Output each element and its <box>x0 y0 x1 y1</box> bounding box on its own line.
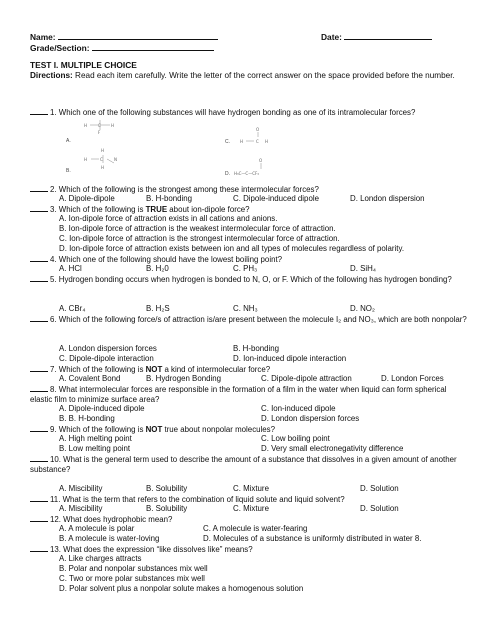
question-7-emphasis: NOT <box>145 365 163 374</box>
answer-blank-8[interactable] <box>30 384 48 392</box>
q11-choice-c: C. Mixture <box>233 504 269 513</box>
svg-text:H: H <box>101 165 105 170</box>
question-1-text: 1. Which one of the following substances will have hydrogen bonding as one of its intramolecular forces? <box>50 108 416 117</box>
question-7-text: 7. Which of the following is <box>50 365 146 374</box>
q8-choice-c: C. Ion-induced dipole <box>261 404 336 413</box>
question-10 <box>30 454 470 475</box>
question-3-text: 3. Which of the following is <box>50 205 146 214</box>
q4-choice-c: C. PH₃ <box>233 264 258 273</box>
directions <box>30 71 470 82</box>
svg-text:H: H <box>101 148 105 153</box>
date-field[interactable] <box>344 31 432 40</box>
q9-choice-c: C. Low boiling point <box>261 434 330 443</box>
svg-text:C: C <box>98 123 101 128</box>
answer-blank-9[interactable] <box>30 424 48 432</box>
question-1 <box>30 107 470 118</box>
q1-structures <box>58 119 278 181</box>
question-9-text: 9. Which of the following is <box>50 425 146 434</box>
q2-choice-c: C. Dipole-induced dipole <box>233 194 319 203</box>
question-6 <box>30 314 470 325</box>
svg-text:H: H <box>84 123 88 128</box>
question-7-text-end: a kind of intermolecular force? <box>162 365 271 374</box>
q4-choice-b: B. H₂0 <box>146 264 169 273</box>
q13-choice-b: B. Polar and nonpolar substances mix well <box>59 564 208 573</box>
svg-text:N: N <box>114 157 117 162</box>
q12-choice-b: B. A molecule is water-loving <box>59 534 160 543</box>
q12-choice-a: A. A molecule is polar <box>59 524 135 533</box>
q10-choice-b: B. Solubility <box>146 484 188 493</box>
answer-blank-2[interactable] <box>30 184 48 192</box>
q10-choice-d: D. Solution <box>360 484 399 493</box>
q2-choice-a: A. Dipole-dipole <box>59 194 115 203</box>
q3-choice-b: B. Ion-dipole force of attraction is the weakest intermolecular force of attraction. <box>59 224 336 233</box>
grade-row <box>30 42 214 53</box>
svg-text:O: O <box>256 127 260 132</box>
grade-field[interactable] <box>92 42 214 51</box>
q6-choice-d: D. Ion-induced dipole interaction <box>233 354 347 363</box>
question-5-text: 5. Hydrogen bonding occurs when hydrogen is bonded to N, O, or F. Which of the following has hydrogen bonding? <box>50 275 452 284</box>
q4-choice-d: D. SiH₄ <box>350 264 377 273</box>
q3-choice-a: A. Ion-dipole force of attraction exists in all cations and anions. <box>59 214 278 223</box>
answer-blank-13[interactable] <box>30 544 48 552</box>
question-8 <box>30 384 470 405</box>
question-8-text: 8. What intermolecular forces are responsible in the formation of a film in the water when liquid can form spherical elastic film to minimize surface area? <box>30 385 447 404</box>
structure-d-formula: H₃C—C—CF₃ <box>234 171 259 176</box>
q7-choice-b: B. Hydrogen Bonding <box>146 374 222 383</box>
svg-text:C: C <box>256 139 259 144</box>
q8-choice-a: A. Dipole-induced dipole <box>59 404 145 413</box>
date-label: Date: <box>321 32 342 42</box>
structure-d-label: D. <box>225 171 230 177</box>
q5-choice-a: A. CBr₄ <box>59 304 86 313</box>
test-title: TEST I. MULTIPLE CHOICE <box>30 60 137 70</box>
question-10-text: 10. What is the general term used to describe the amount of a substance that dissolves in a given amount of another substance? <box>30 455 457 474</box>
date-row <box>321 31 432 42</box>
q8-choice-d: D. London dispersion forces <box>261 414 360 423</box>
q7-choice-d: D. London Forces <box>381 374 444 383</box>
grade-label: Grade/Section: <box>30 43 90 53</box>
question-3-text-end: about ion-dipole force? <box>167 205 250 214</box>
answer-blank-11[interactable] <box>30 494 48 502</box>
q10-choice-a: A. Miscibility <box>59 484 103 493</box>
svg-text:C: C <box>100 157 103 162</box>
q7-choice-a: A. Covalent Bond <box>59 374 121 383</box>
q5-choice-b: B. H₂S <box>146 304 170 313</box>
q13-choice-c: C. Two or more polar substances mix well <box>59 574 205 583</box>
question-6-text: 6. Which of the following force/s of attraction is/are present between the molecule I₂ and NO₃, which are both nonpolar? <box>50 315 467 324</box>
structure-c-label: C. <box>225 139 230 145</box>
answer-blank-1[interactable] <box>30 107 48 115</box>
answer-blank-4[interactable] <box>30 254 48 262</box>
name-label: Name: <box>30 32 56 42</box>
answer-blank-7[interactable] <box>30 364 48 372</box>
svg-text:H: H <box>111 123 115 128</box>
question-5 <box>30 274 470 285</box>
question-3-emphasis: TRUE <box>145 205 168 214</box>
name-field[interactable] <box>58 31 218 40</box>
structure-b-label: B. <box>66 168 71 174</box>
svg-text:H: H <box>84 157 88 162</box>
q11-choice-a: A. Miscibility <box>59 504 103 513</box>
q5-choice-d: D. NO₂ <box>350 304 375 313</box>
svg-text:H: H <box>265 139 269 144</box>
name-row <box>30 31 218 42</box>
svg-text:H: H <box>240 139 244 144</box>
answer-blank-5[interactable] <box>30 274 48 282</box>
q2-choice-b: B. H-bonding <box>146 194 193 203</box>
q9-choice-b: B. Low melting point <box>59 444 131 453</box>
q4-choice-a: A. HCl <box>59 264 82 273</box>
q6-choice-c: C. Dipole-dipole interaction <box>59 354 154 363</box>
q3-choice-d: D. Ion-dipole force of attraction exists between ion and all types of molecules regardless of polarity. <box>59 244 405 253</box>
q9-choice-d: D. Very small electronegativity difference <box>261 444 404 453</box>
q5-choice-c: C. NH₃ <box>233 304 258 313</box>
question-12-text: 12. What does hydrophobic mean? <box>50 515 173 524</box>
q11-choice-b: B. Solubility <box>146 504 188 513</box>
question-4-text: 4. Which one of the following should have the lowest boiling point? <box>50 255 283 264</box>
q9-choice-a: A. High melting point <box>59 434 132 443</box>
structure-a-label: A. <box>66 138 71 144</box>
question-9-emphasis: NOT <box>145 425 163 434</box>
q11-choice-d: D. Solution <box>360 504 399 513</box>
q13-choice-a: A. Like charges attracts <box>59 554 142 563</box>
q8-choice-b: B. B. H-bonding <box>59 414 115 423</box>
q10-choice-c: C. Mixture <box>233 484 269 493</box>
question-11-text: 11. What is the term that refers to the combination of liquid solute and liquid solvent? <box>50 495 345 504</box>
question-13-text: 13. What does the expression “like dissolves like” means? <box>50 545 253 554</box>
q12-choice-c: C. A molecule is water-fearing <box>203 524 308 533</box>
q6-choice-b: B. H-bonding <box>233 344 280 353</box>
q12-choice-d: D. Molecules of a substance is uniformly distributed in water 8. <box>203 534 422 543</box>
svg-text:O: O <box>259 158 263 163</box>
directions-text: Read each item carefully. Write the letter of the correct answer on the space provided before the number. <box>75 71 455 80</box>
answer-blank-12[interactable] <box>30 514 48 522</box>
question-9-text-end: true about nonpolar molecules? <box>162 425 276 434</box>
answer-blank-3[interactable] <box>30 204 48 212</box>
question-2-text: 2. Which of the following is the strongest among these intermolecular forces? <box>50 185 319 194</box>
q13-choice-d: D. Polar solvent plus a nonpolar solute makes a homogenous solution <box>59 584 304 593</box>
answer-blank-6[interactable] <box>30 314 48 322</box>
q6-choice-a: A. London dispersion forces <box>59 344 157 353</box>
svg-text:F: F <box>98 130 101 135</box>
answer-blank-10[interactable] <box>30 454 48 462</box>
q7-choice-c: C. Dipole-dipole attraction <box>261 374 352 383</box>
directions-label: Directions: <box>30 71 73 80</box>
q2-choice-d: D. London dispersion <box>350 194 425 203</box>
q3-choice-c: C. Ion-dipole force of attraction is the strongest intermolecular force of attraction. <box>59 234 340 243</box>
